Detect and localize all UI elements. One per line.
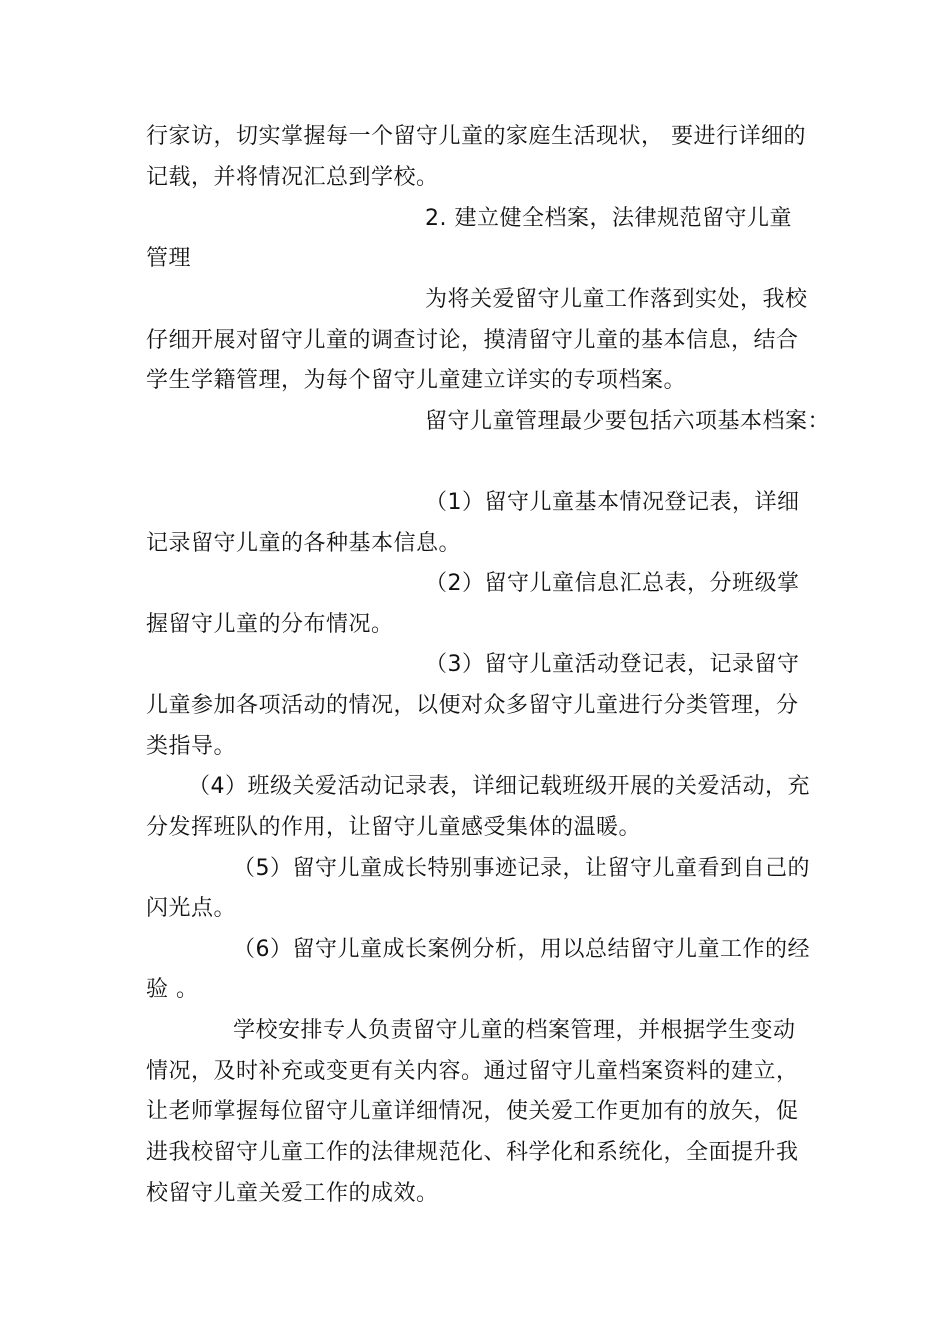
text-line: 行家访，切实掌握每一个留守儿童的家庭生活现状， 要进行详细的 (146, 124, 806, 149)
list-item-line: （5）留守儿童成长特别事迹记录，让留守儿童看到自己的 (233, 856, 810, 881)
text-line: 让老师掌握每位留守儿童详细情况，使关爱工作更加有的放矢，促 (146, 1099, 799, 1124)
text-line: 为将关爱留守儿童工作落到实处，我校 (425, 287, 808, 312)
list-item-line: 儿童参加各项活动的情况，以便对众多留守儿童进行分类管理，分 (146, 693, 799, 718)
list-item-line: （4）班级关爱活动记录表，详细记载班级开展的关爱活动，充 (188, 774, 810, 799)
text-line: 记载，并将情况汇总到学校。 (146, 165, 439, 190)
list-item-line: 闪光点。 (146, 896, 237, 921)
text-line: 仔细开展对留守儿童的调查讨论，摸清留守儿童的基本信息，结合 (146, 328, 799, 353)
list-item-line: （2）留守儿童信息汇总表，分班级掌 (425, 571, 800, 596)
text-line: 校留守儿童关爱工作的成效。 (146, 1181, 439, 1206)
list-item-line: 分发挥班队的作用，让留守儿童感受集体的温暖。 (146, 815, 642, 840)
section-heading-line: 2. 建立健全档案，法律规范留守儿童 (425, 206, 792, 231)
text-line: 学校安排专人负责留守儿童的档案管理，并根据学生变动 (233, 1018, 796, 1043)
text-line: 学生学籍管理，为每个留守儿童建立详实的专项档案。 (146, 368, 687, 393)
text-line: 留守儿童管理最少要包括六项基本档案： (425, 409, 831, 434)
text-line: 情况，及时补充或变更有关内容。通过留守儿童档案资料的建立， (146, 1059, 799, 1084)
list-item-line: （1）留守儿童基本情况登记表，详细 (425, 490, 800, 515)
list-item-line: 记录留守儿童的各种基本信息。 (146, 531, 462, 556)
list-item-line: （3）留守儿童活动登记表，记录留守 (425, 652, 800, 677)
list-item-line: 类指导。 (146, 734, 237, 759)
text-line: 进我校留守儿童工作的法律规范化、科学化和系统化，全面提升我 (146, 1140, 799, 1165)
section-heading-line: 管理 (146, 246, 192, 271)
list-item-line: 验 。 (146, 977, 199, 1002)
list-item-line: 握留守儿童的分布情况。 (146, 612, 394, 637)
list-item-line: （6）留守儿童成长案例分析，用以总结留守儿童工作的经 (233, 937, 810, 962)
